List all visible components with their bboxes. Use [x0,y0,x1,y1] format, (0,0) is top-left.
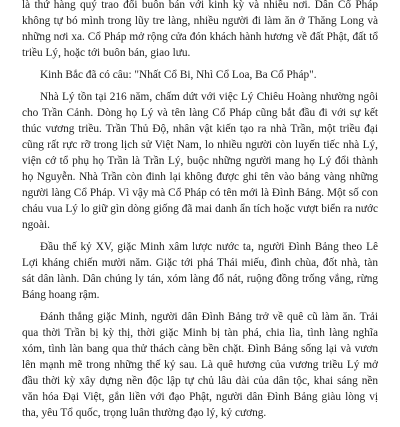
paragraph-ming-invasion: Đầu thế kỷ XV, giặc Minh xâm lược nước ta, người Đình Bảng theo Lê Lợi kháng chiến mười năm. Giặc tới phá Thái miếu, đình chùa, đốt nhà, tàn sát dân lành. Dân chúng ly tán, xóm làng đổ nát, ruộng đồng trống vắng, rừng Báng hoang rậm. [22,241,378,301]
paragraph-dinh-bang-revival: Đánh thắng giặc Minh, người dân Đình Bảng trở về quê cũ làm ăn. Trải qua thời Trần bị kỳ thị, thời giặc Minh bị tàn phá, chia lìa, tình làng nghĩa xóm, tình làn bang qua thử thách càng bền chặt. Đình Bảng sống lại và vươn lên mạnh mẽ trong những thế kỷ sau. Là quê hương của vương triều Lý mở đầu thời kỳ xây dựng nền độc lập tự chủ lâu dài của dân tộc, khai sáng nền văn hóa Đại Việt, gắn liền với đạo Phật, người dân Đình Bảng giàu lòng vị tha, yêu Tổ quốc, trọng luân thường đạo lý, kỷ cương. [22,311,378,419]
paragraph-co-phap-trade: là thứ hàng quý trao đổi buôn bán với kinh kỳ và nhiều nơi. Dân Cổ Pháp không tự bó mình trong lũy tre làng, nhiều người đi làm ăn ở Thăng Long và những nơi xa. Cổ Pháp mở rộng cửa đón khách hành hương về đất Phật, đất tổ triều Lý, hoặc tới buôn bán, giao lưu. [22,0,378,59]
page-body [22,0,378,427]
paragraph-ly-dynasty-end: Nhà Lý tồn tại 216 năm, chấm dứt với việc Lý Chiêu Hoàng nhường ngôi cho Trần Cảnh. Dòng họ Lý và tên làng Cổ Pháp cũng bắt đầu đi với sự kết thúc vương triều. Trần Thủ Độ, nhân vật kiến tạo ra nhà Trần, một triều đại cũng rất rực rỡ trong lịch sử Việt Nam, lo nhiều người còn luyến tiếc nhà Lý, viện cớ tổ phụ họ Trần là Trần Lý, buộc những người mang họ Lý đổi thành họ Nguyễn. Nhà Trần còn đinh lại không được ghi tên vào bảng vàng những người làng Cổ Pháp. Vì vậy mà Cổ Pháp có tên mới là Đình Bảng. Một số con cháu vua Lý lo giữ gìn dòng giống đã mai danh ẩn tích hoặc vượt biển ra nước ngoài. [22,91,378,231]
paragraph-kinh-bac-saying: Kinh Bắc đã có câu: "Nhất Cổ Bi, Nhì Cổ Loa, Ba Cổ Pháp". [40,69,317,81]
